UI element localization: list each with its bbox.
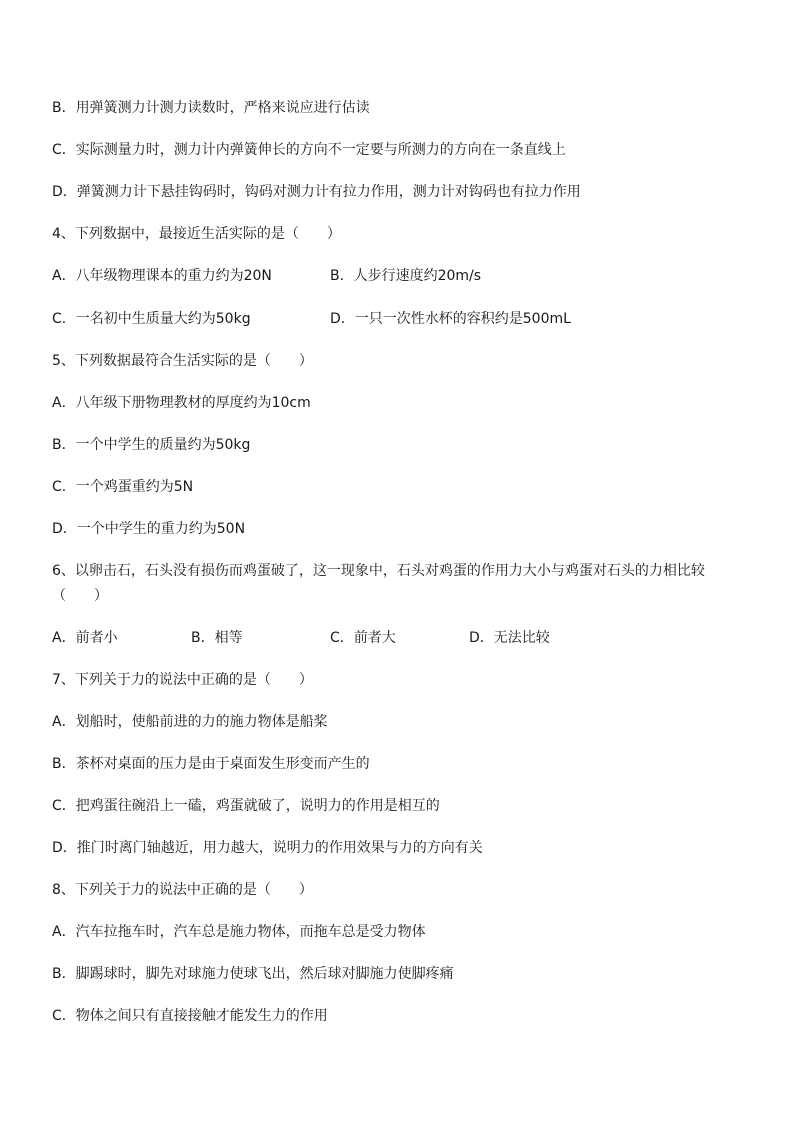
q5-option-b: B．一个中学生的质量约为50kg (52, 437, 251, 453)
q6-option-d: D．无法比较 (469, 630, 550, 646)
q7-stem: 7、下列关于力的说法中正确的是（ ） (52, 672, 313, 688)
q4-stem: 4、下列数据中，最接近生活实际的是（ ） (52, 226, 341, 242)
q3-option-c: C．实际测量力时，测力计内弹簧伸长的方向不一定要与所测力的方向在一条直线上 (52, 142, 566, 158)
q3-option-b: B．用弹簧测力计测力读数时，严格来说应进行估读 (52, 100, 370, 116)
q6-option-c: C．前者大 (330, 630, 396, 646)
q8-option-c: C．物体之间只有直接接触才能发生力的作用 (52, 1008, 328, 1024)
q4-option-a: A．八年级物理课本的重力约为20N (52, 268, 272, 284)
q5-stem: 5、下列数据最符合生活实际的是（ ） (52, 353, 313, 369)
q7-option-d: D．推门时离门轴越近，用力越大，说明力的作用效果与力的方向有关 (52, 840, 483, 856)
q8-stem: 8、下列关于力的说法中正确的是（ ） (52, 882, 313, 898)
q8-option-b: B．脚踢球时，脚先对球施力使球飞出，然后球对脚施力使脚疼痛 (52, 966, 454, 982)
q6-stem-continued: （ ） (52, 588, 108, 604)
q3-option-d: D．弹簧测力计下悬挂钩码时，钩码对测力计有拉力作用，测力计对钩码也有拉力作用 (52, 184, 581, 200)
q7-option-b: B．茶杯对桌面的压力是由于桌面发生形变而产生的 (52, 756, 370, 772)
q4-option-c: C．一名初中生质量大约为50kg (52, 311, 251, 327)
q8-option-a: A．汽车拉拖车时，汽车总是施力物体，而拖车总是受力物体 (52, 924, 426, 940)
q5-option-a: A．八年级下册物理教材的厚度约为10cm (52, 395, 311, 411)
q5-option-d: D．一个中学生的重力约为50N (52, 521, 246, 537)
q6-option-a: A．前者小 (52, 630, 118, 646)
q4-option-d: D．一只一次性水杯的容积约是500mL (330, 311, 571, 327)
q6-option-b: B．相等 (191, 630, 243, 646)
q7-option-c: C．把鸡蛋往碗沿上一磕，鸡蛋就破了，说明力的作用是相互的 (52, 798, 440, 814)
q4-option-b: B．人步行速度约20m/s (330, 268, 482, 284)
q7-option-a: A．划船时，使船前进的力的施力物体是船桨 (52, 714, 328, 730)
q5-option-c: C．一个鸡蛋重约为5N (52, 479, 194, 495)
q6-stem: 6、以卵击石，石头没有损伤而鸡蛋破了，这一现象中，石头对鸡蛋的作用力大小与鸡蛋对石头的力相比较 (52, 563, 705, 579)
